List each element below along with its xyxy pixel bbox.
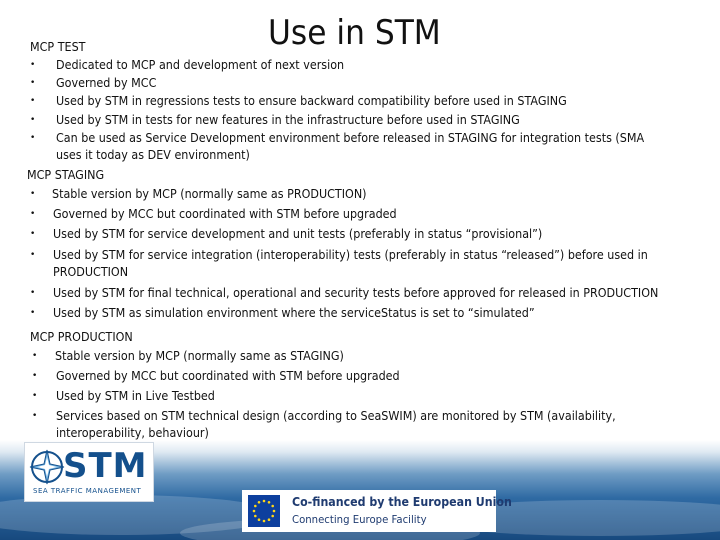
list-item-text: Governed by MCC but coordinated with STM before upgraded: [53, 207, 397, 221]
list-item: [30, 75, 690, 92]
list-item-text: Used by STM in regressions tests to ensure backward compatibility before used in STAGING: [56, 94, 567, 108]
list-item-text: Used by STM for service development and unit tests (preferably in status “provisional”): [53, 227, 543, 241]
list-item: [32, 348, 692, 365]
list-item-text-continued: PRODUCTION: [53, 265, 129, 279]
bullet: •: [30, 189, 36, 199]
list-item-text: Governed by MCC but coordinated with STM before upgraded: [56, 369, 400, 383]
list-item-text-continued: uses it today as DEV environment): [56, 148, 250, 162]
eu-badge-line1: Co-financed by the European Union: [292, 495, 512, 509]
list-item: [32, 368, 692, 385]
bullet: •: [30, 308, 36, 318]
list-item: [30, 305, 690, 322]
bullet: •: [30, 133, 36, 143]
list-item-text: Used by STM in tests for new features in the infrastructure before used in STAGING: [56, 113, 520, 127]
bullet: •: [30, 115, 36, 125]
list-item-text-continued: interoperability, behaviour): [56, 426, 209, 440]
list-item-text: Can be used as Service Development environment before released in STAGING for integration tests (SMA: [56, 131, 645, 145]
list-item-text: Governed by MCC: [56, 76, 157, 90]
list-item: [30, 57, 690, 74]
eu-flag-icon: [248, 495, 280, 527]
section-heading-mcp-production: MCP PRODUCTION: [30, 330, 133, 344]
list-item: [30, 247, 690, 281]
list-item: [32, 388, 692, 405]
stm-logo-subtitle: SEA TRAFFIC MANAGEMENT: [33, 487, 142, 495]
list-item: [30, 130, 690, 164]
list-item-text: Used by STM for service integration (interoperability) tests (preferably in status “released”) before used in: [53, 248, 648, 262]
stm-logo: [24, 442, 154, 502]
list-item: [30, 112, 690, 129]
list-item: [30, 206, 690, 223]
bullet: •: [30, 229, 36, 239]
list-item-text: Services based on STM technical design (according to SeaSWIM) are monitored by STM (availability,: [56, 409, 616, 423]
eu-badge-line2: Connecting Europe Facility: [292, 513, 427, 526]
list-item: [30, 186, 690, 203]
list-item-text: Stable version by MCP (normally same as STAGING): [55, 349, 344, 363]
bullet: •: [30, 250, 36, 260]
list-item: [30, 285, 690, 302]
bullet: •: [32, 351, 38, 361]
bullet: •: [30, 209, 36, 219]
bullet: •: [32, 371, 38, 381]
list-item-text: Used by STM as simulation environment where the serviceStatus is set to “simulated”: [53, 306, 535, 320]
section-heading-mcp-staging: MCP STAGING: [27, 168, 105, 182]
stm-logo-wordmark: STM: [63, 446, 148, 486]
list-item-text: Used by STM in Live Testbed: [56, 389, 215, 403]
list-item-text: Dedicated to MCP and development of next version: [56, 58, 345, 72]
bullet: •: [30, 78, 36, 88]
list-item-text: Stable version by MCP (normally same as PRODUCTION): [52, 187, 367, 201]
list-item-text: Used by STM for final technical, operational and security tests before approved for released in PRODUCTION: [53, 286, 659, 300]
bullet: •: [32, 411, 38, 421]
section-heading-mcp-test: MCP TEST: [30, 40, 86, 54]
bullet: •: [30, 96, 36, 106]
eu-cofinancing-badge: [242, 490, 512, 532]
list-item: [30, 226, 690, 243]
list-item: [32, 408, 692, 442]
bullet: •: [32, 391, 38, 401]
bullet: •: [30, 60, 36, 70]
bullet: •: [30, 288, 36, 298]
page-title: Use in STM: [268, 13, 441, 53]
compass-star-icon: [29, 449, 65, 485]
list-item: [30, 93, 690, 110]
